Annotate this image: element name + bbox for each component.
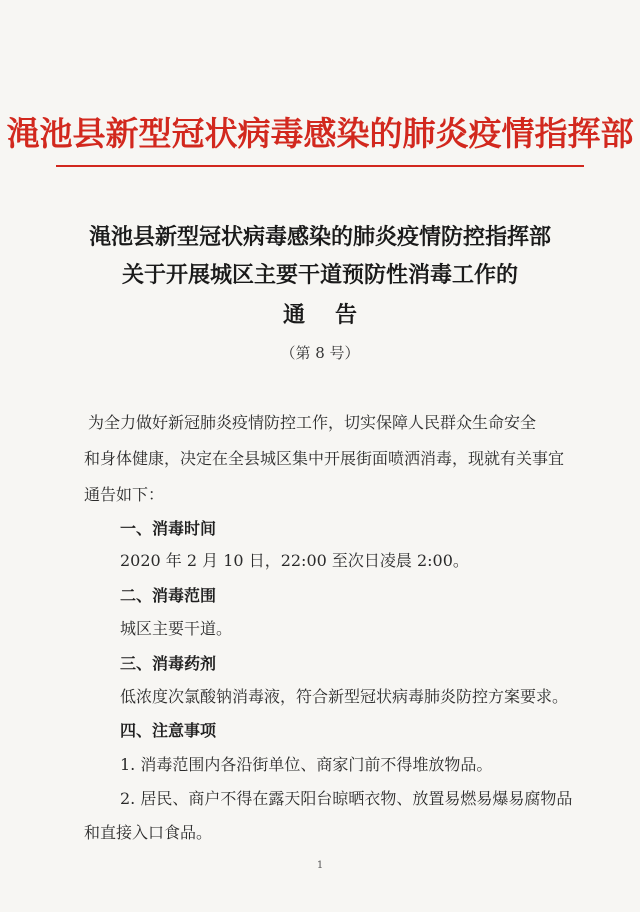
section-heading-time: 一、消毒时间 <box>120 519 217 538</box>
section-content-note-2: 2. 居民、商户不得在露天阳台晾晒衣物、放置易燃易爆易腐物品 <box>120 789 573 808</box>
section-content-note-1: 1. 消毒范围内各沿街单位、商家门前不得堆放物品。 <box>120 755 493 774</box>
section-heading-agent: 三、消毒药剂 <box>120 654 217 673</box>
issuing-authority-header: 渑池县新型冠状病毒感染的肺炎疫情指挥部 <box>6 114 634 153</box>
document-number: （第 8 号） <box>280 344 360 362</box>
section-content-agent: 低浓度次氯酸钠消毒液，符合新型冠状病毒肺炎防控方案要求。 <box>120 687 569 706</box>
notice-title-line-3: 通告 <box>282 302 387 328</box>
notice-title-line-2: 关于开展城区主要干道预防性消毒工作的 <box>121 262 518 288</box>
notice-title-line-1: 渑池县新型冠状病毒感染的肺炎疫情防控指挥部 <box>88 224 551 250</box>
section-content-scope: 城区主要干道。 <box>120 619 233 638</box>
intro-paragraph-line-2: 和身体健康，决定在全县城区集中开展街面喷洒消毒，现就有关事宜 <box>84 449 565 468</box>
section-heading-scope: 二、消毒范围 <box>120 586 217 605</box>
section-content-time: 2020 年 2 月 10 日，22:00 至次日凌晨 2:00。 <box>120 551 469 570</box>
intro-paragraph-line-3: 通告如下： <box>84 485 165 504</box>
header-red-rule <box>56 165 584 167</box>
intro-paragraph-line-1: 为全力做好新冠肺炎疫情防控工作，切实保障人民群众生命安全 <box>88 413 537 432</box>
section-heading-notes: 四、注意事项 <box>120 721 217 740</box>
section-content-note-2-cont: 和直接入口食品。 <box>84 823 213 842</box>
page-number: 1 <box>316 860 324 871</box>
